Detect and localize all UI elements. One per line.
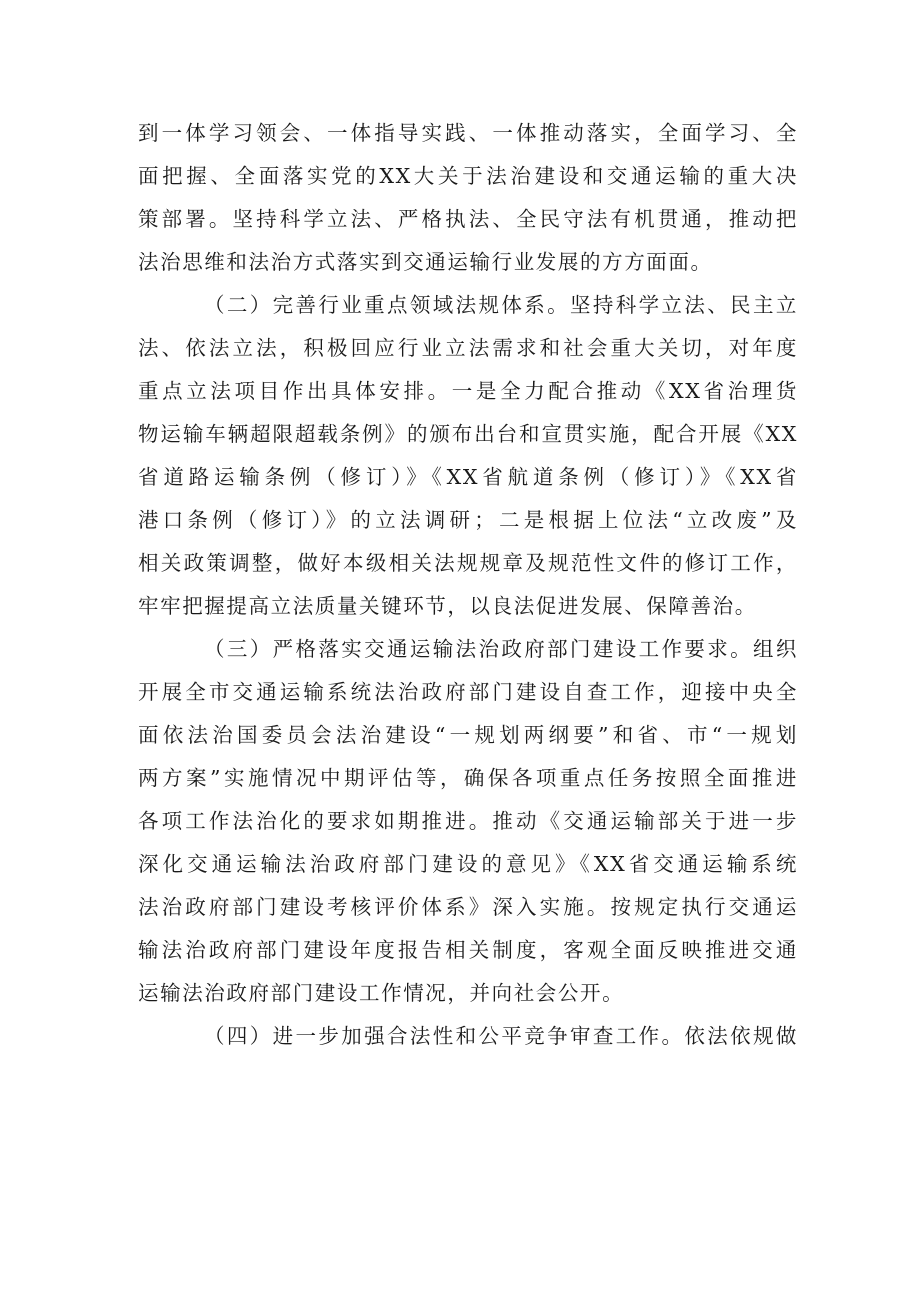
paragraph-1 — [138, 112, 798, 284]
paragraph-3 — [138, 628, 798, 1015]
text-line: 牢牢把握提高立法质量关键环节，以良法促进发展、保障善治。 — [138, 594, 757, 618]
text-line: 法、依法立法，积极回应行业立法需求和社会重大关切，对年度 — [138, 336, 798, 360]
text-line: 输法治政府部门建设年度报告相关制度，客观全面反映推进交通 — [138, 938, 798, 962]
paragraph-2 — [138, 284, 798, 628]
text-line: 各项工作法治化的要求如期推进。推动《交通运输部关于进一步 — [138, 809, 798, 833]
text-line: 运输法治政府部门建设工作情况，并向社会公开。 — [138, 981, 625, 1005]
text-line: 两方案”实施情况中期评估等，确保各项重点任务按照全面推进 — [138, 766, 798, 790]
text-line: 港口条例（修订）》的立法调研；二是根据上位法“立改废”及 — [138, 508, 798, 532]
text-line: 深化交通运输法治政府部门建设的意见》《XX省交通运输系统 — [138, 852, 798, 876]
text-line: 相关政策调整，做好本级相关法规规章及规范性文件的修订工作， — [138, 551, 798, 575]
document-body — [138, 112, 798, 1058]
text-line: 面把握、全面落实党的XX大关于法治建设和交通运输的重大决 — [138, 164, 798, 188]
paragraph-4 — [138, 1015, 798, 1058]
text-line: 物运输车辆超限超载条例》的颁布出台和宣贯实施，配合开展《XX — [138, 422, 798, 446]
text-line: 法治政府部门建设考核评价体系》深入实施。按规定执行交通运 — [138, 895, 798, 919]
text-line: 面依法治国委员会法治建设“一规划两纲要”和省、市“一规划 — [138, 723, 798, 747]
text-line: 到一体学习领会、一体指导实践、一体推动落实，全面学习、全 — [138, 121, 798, 145]
text-line: （三）严格落实交通运输法治政府部门建设工作要求。组织 — [204, 637, 798, 661]
text-line: 法治思维和法治方式落实到交通运输行业发展的方方面面。 — [138, 250, 713, 274]
text-line: （二）完善行业重点领域法规体系。坚持科学立法、民主立 — [204, 293, 798, 317]
text-line: 策部署。坚持科学立法、严格执法、全民守法有机贯通，推动把 — [138, 207, 798, 231]
text-line: 重点立法项目作出具体安排。一是全力配合推动《XX省治理货 — [138, 379, 798, 403]
text-line: 开展全市交通运输系统法治政府部门建设自查工作，迎接中央全 — [138, 680, 798, 704]
text-line: 省道路运输条例（修订）》《XX省航道条例（修订）》《XX省 — [138, 465, 798, 489]
text-line: （四）进一步加强合法性和公平竞争审查工作。依法依规做 — [204, 1024, 798, 1048]
